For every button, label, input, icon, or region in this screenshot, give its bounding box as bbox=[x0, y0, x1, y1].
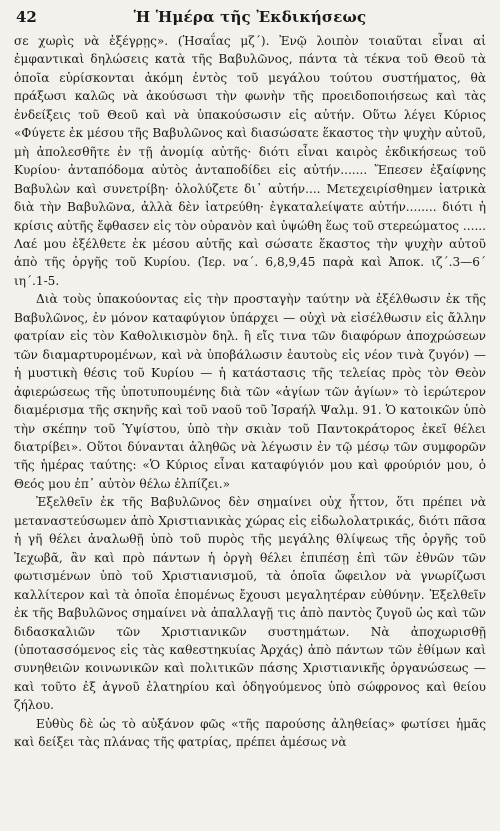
page-header bbox=[14, 6, 486, 32]
paragraph-1: σε χωρὶς νὰ ἐξέγρῃς». (Ἡσαΐας μζ΄). Ἐνῷ λοιπὸν τοιαῦται εἶναι αἱ ἐμφαντικαὶ δηλώσεις κατὰ τῆς Βαβυλῶνος, πάντα τὰ τέκνα τοῦ Θεοῦ τὰ ὁποῖα εὑρίσκονται ἀκόμη ἐντὸς τοῦ μεγάλου τούτου συστήματος, θὰ πράξωσι καλῶς νὰ ἀκούσωσι τὴν φωνὴν τῆς προειδοποιήσεως καὶ τὰς ἐνδείξεις τοῦ Θεοῦ καὶ νὰ ὑπακούσωσιν εἰς αὐτήν. Οὕτω λέγει Κύριος «Φύγετε ἐκ μέσου τῆς Βαβυλῶνος καὶ διασώσατε ἕκαστος τὴν ψυχὴν αὐτοῦ, μὴ ἀπολεσθῆτε ἐν τῇ ἀνομίᾳ αὐτῆς· διότι εἶναι καιρὸς ἐκδικήσεως τοῦ Κυρίου· ἀνταπόδομα αὐτὸς ἀνταποδίδει εἰς αὐτήν....... Ἔπεσεν ἐξαίφνης Βαβυλὼν καὶ συνετρίβη· ὀλολύζετε δι᾽ αὐτήν.... Μετεχειρίσθημεν ἰατρικὰ διὰ τὴν Βαβυλῶνα, ἀλλὰ δὲν ἰατρεύθη· ἐγκαταλείψατε αὐτήν........ διότι ἡ κρίσις αὐτῆς ἔφθασεν εἰς τὸν οὐρανὸν καὶ ὑψώθη ἕως τοῦ στερεώματος ...... Λαέ μου ἐξέλθετε ἐκ μέσου αὐτῆς καὶ σώσατε ἕκαστος τὴν ψυχὴν αὐτοῦ ἀπὸ τῆς ὀργῆς τοῦ Κυρίου. (Ἱερ. να΄. 6,8,9,45 παρὰ καὶ Ἀποκ. ιζ΄.3—6΄ ιη΄.1-5. bbox=[14, 34, 486, 288]
page-body bbox=[14, 32, 486, 752]
paragraph-2: Διὰ τοὺς ὑπακούοντας εἰς τὴν προσταγὴν ταύτην νὰ ἐξέλθωσιν ἐκ τῆς Βαβυλῶνος, ἐν μόνον καταφύγιον ὑπάρχει — οὐχὶ νὰ εἰσέλθωσιν εἰς ἄλλην φατρίαν εἰς τὸν Καθολικισμὸν δηλ. ἢ εἴς τινα τῶν διαφόρων ἀποχρώσεων τῶν διαμαρτυρομένων, καὶ νὰ ὑποβάλωσιν ἑαυτοὺς εἰς νέον τινὰ ζυγόν) — ἡ μυστικὴ θέσις τοῦ Κυρίου — ἡ κατάστασις τῆς τελείας πρὸς τὸν Θεὸν ἀφιερώσεως τῆς ὑποτυπουμένης διὰ τῶν «ἁγίων τῶν ἁγίων» τὸ ἱερώτερον διαμέρισμα τῆς σκηνῆς καὶ τοῦ ναοῦ τοῦ Ἰσραήλ Ψαλμ. 91. Ὁ κατοικῶν ὑπὸ τὴν σκέπην τοῦ Ὑψίστου, ὑπὸ τὴν σκιὰν τοῦ Παντοκράτορος ἐκεῖ θέλει διατρίβει». Οὕτοι δύνανται ἀληθῶς νὰ λέγωσιν ἐν τῷ μέσῳ τῶν συμφορῶν τῆς ἡμέρας ταύτης: «Ὁ Κύριος εἶναι καταφύγιόν μου καὶ φρούριόν μου, ὁ Θεός μου ἐπ᾽ αὐτὸν θέλω ἐλπίζει.» bbox=[14, 292, 486, 491]
running-title: Ἡ Ἡμέρα τῆς Ἐκδικήσεως bbox=[133, 8, 367, 26]
paragraph-3: Ἐξελθεῖν ἐκ τῆς Βαβυλῶνος δὲν σημαίνει οὐχ ἧττον, ὅτι πρέπει νὰ μεταναστεύσωμεν ἀπὸ Χριστιανικὰς χώρας εἰς εἰδωλολατρικάς, διότι πᾶσα ἡ γῆ θέλει ἀναλωθῇ ὑπὸ τοῦ πυρὸς τῆς μεγάλης θλίψεως τῆς ὀργῆς τοῦ Ἰεχωβᾶ, ἂν καὶ πρὸ πάντων ἡ ὀργὴ θέλει ἐπιπέσῃ ἐπὶ τῶν ἐθνῶν τῶν φωτισμένων ὑπὸ τοῦ Χριστιανισμοῦ, τὰ ὁποῖα ὤφειλον νὰ γνωρίζωσι καλλίτερον καὶ τὰ ὁποῖα ἑπομένως ἔχουσι μεγαλητέραν εὐθύνην. Ἐξελθεῖν ἐκ τῆς Βαβυλῶνος σημαίνει νὰ ἀπαλλαγῇ τις ἀπὸ παντὸς ζυγοῦ ὡς καὶ τῶν διδασκαλιῶν τῶν Χριστιανικῶν συστημάτων. Νὰ ἀποχωρισθῇ (ὑποτασσόμενος εἰς τὰς καθεστηκυίας Ἀρχάς) ἀπὸ πάντων τῶν ἐθίμων καὶ συνηθειῶν κοινωνικῶν καὶ πολιτικῶν πάσης Χριστιανικῆς ὀργανώσεως — καὶ τοῦτο ἐξ ἁγνοῦ ἐλατηρίου καὶ ὁδηγούμενος ὑπὸ σώφρονος καὶ θείου ζήλου. bbox=[14, 495, 486, 713]
page-number: 42 bbox=[16, 8, 37, 26]
paragraph-4: Εὐθὺς δὲ ὡς τὸ αὐξάνον φῶς «τῆς παρούσης ἀληθείας» φωτίσει ἡμᾶς καὶ δείξει τὰς πλάνας τῆς φατρίας, πρέπει ἀμέσως νὰ bbox=[14, 716, 486, 750]
